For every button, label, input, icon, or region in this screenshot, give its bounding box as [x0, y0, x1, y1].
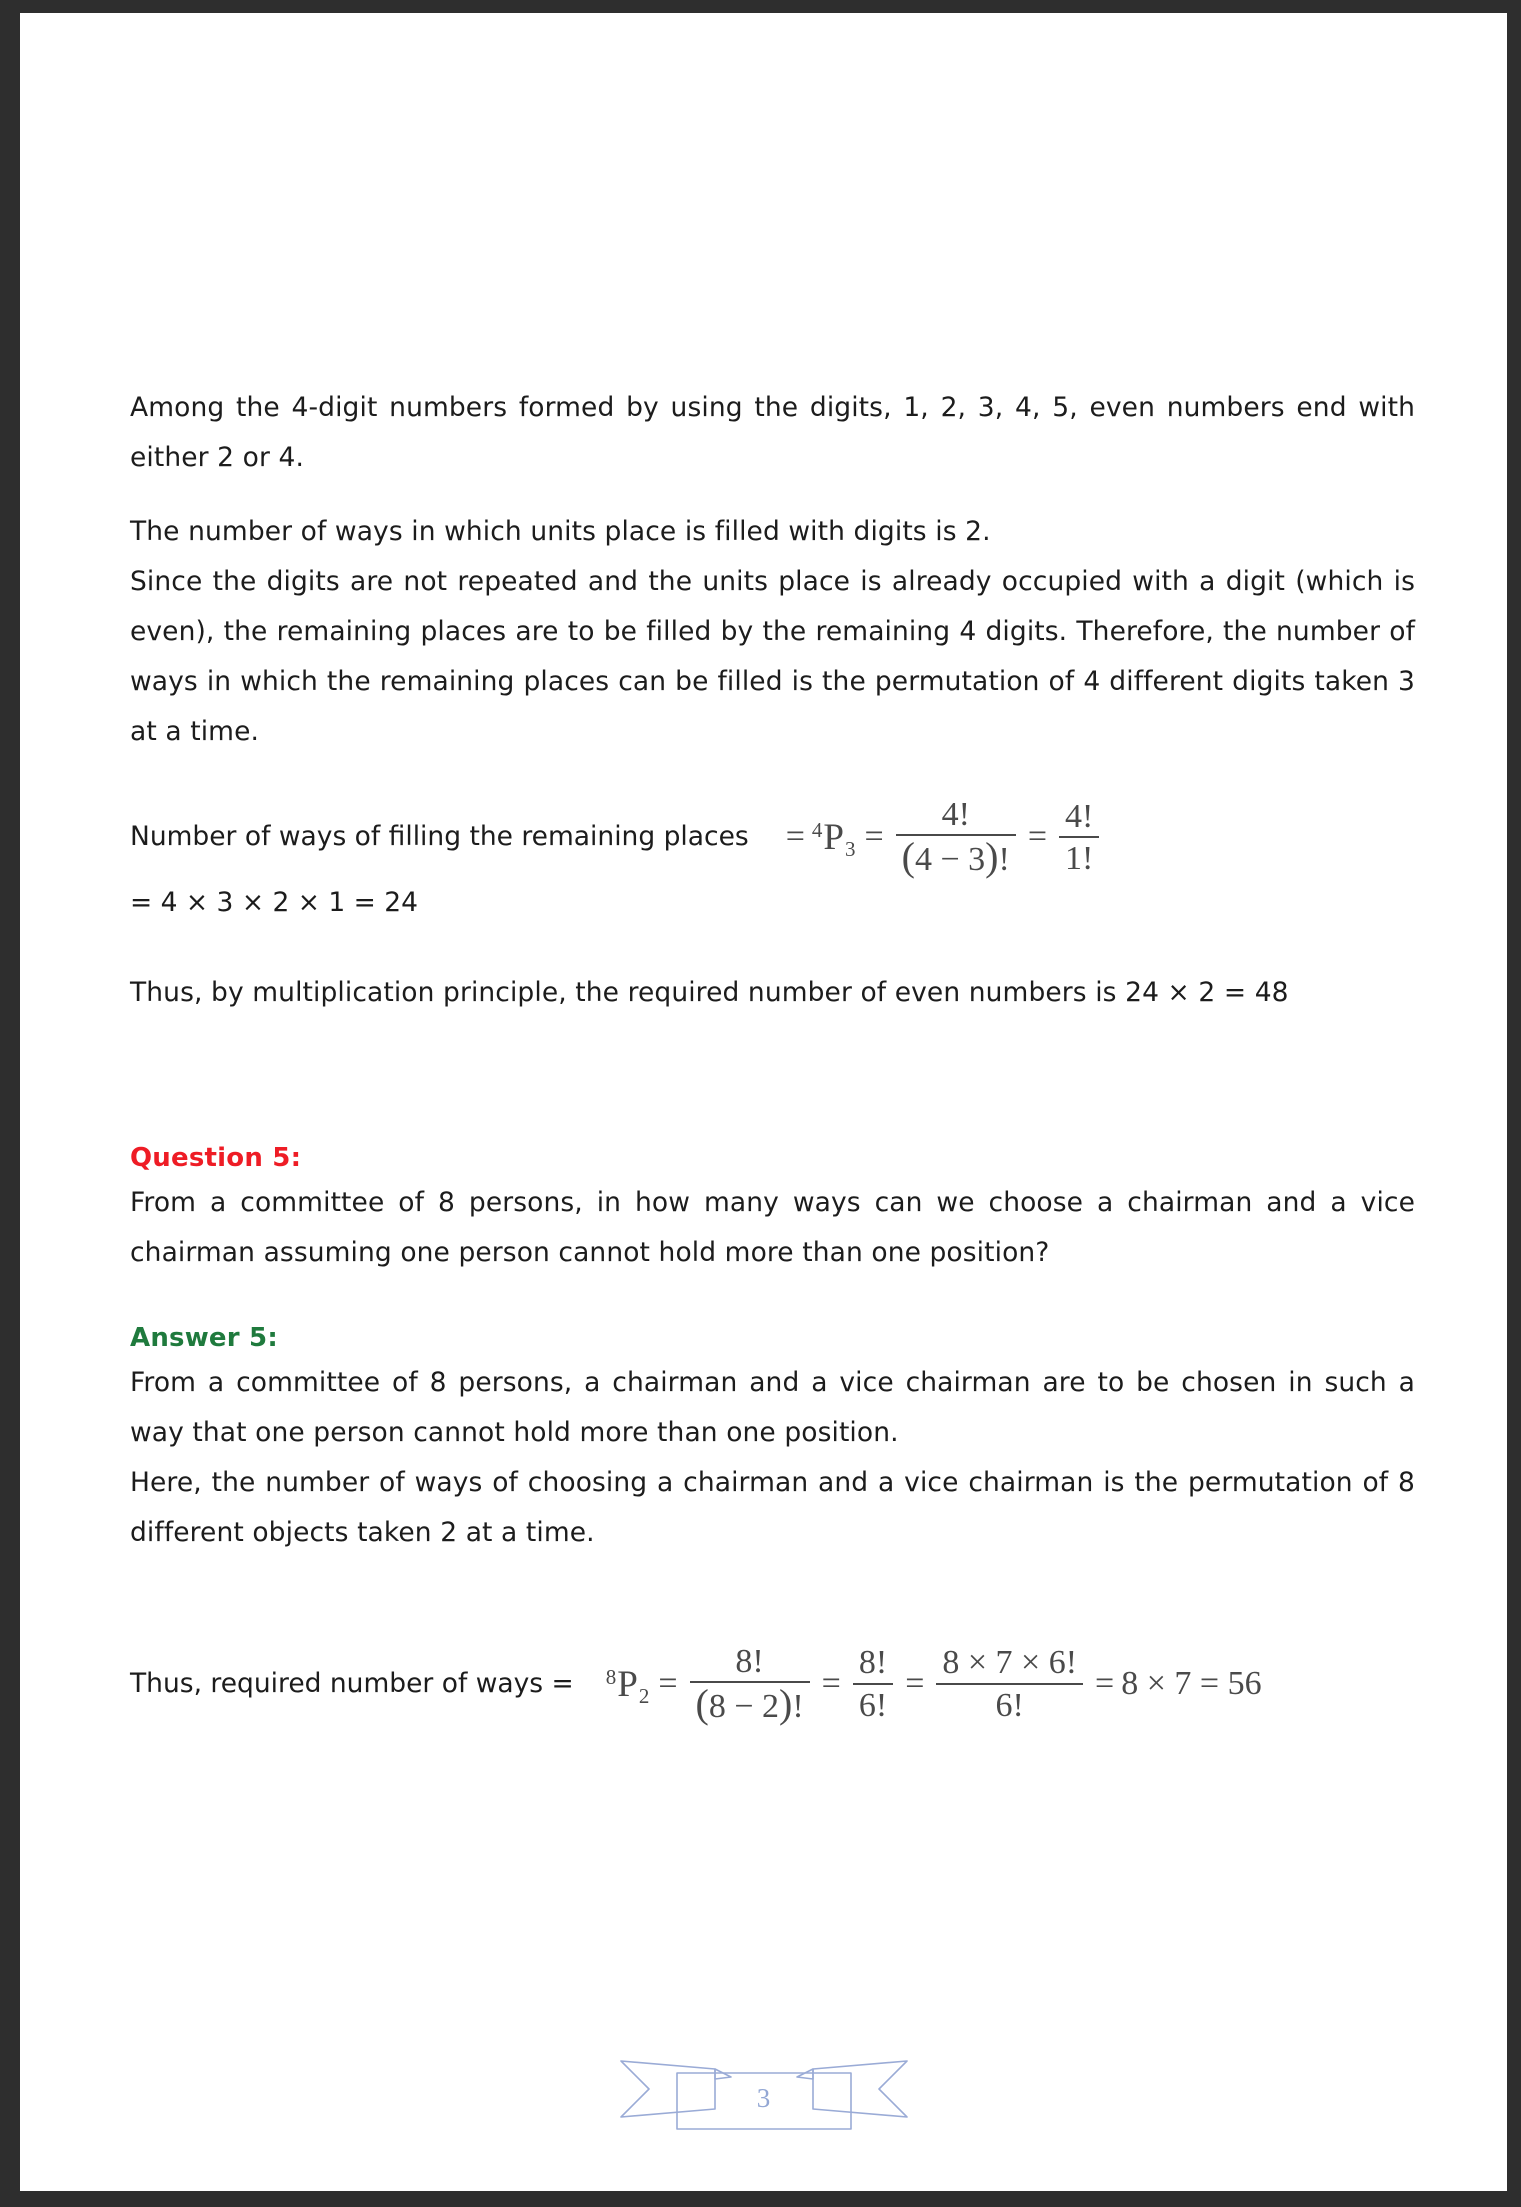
equation-1-row: [130, 797, 1415, 878]
spacer: [130, 483, 1415, 507]
eq2-frac1-den-factorial: !: [792, 1688, 804, 1726]
eq2-frac1-numerator: 8!: [735, 1642, 764, 1680]
eq2-equals-2: =: [821, 1665, 841, 1703]
eq2-frac1-close-paren: ): [779, 1681, 793, 1727]
paragraph-among-4-digit: Among the 4-digit numbers formed by using the digits, 1, 2, 3, 4, 5, even numbers end with either 2 or 4.: [130, 392, 1415, 473]
eq1-frac2-denominator: 1!: [1065, 839, 1094, 877]
eq2-frac3-denominator: 6!: [995, 1686, 1024, 1724]
eq2-permutation-symbol: [606, 1663, 650, 1706]
eq2-equals-1: =: [658, 1665, 678, 1703]
eq2-frac1-den-body: 8 − 2: [708, 1688, 780, 1726]
eq2-perm-superscript: 8: [605, 1664, 617, 1689]
eq1-fraction-2: [1059, 799, 1099, 877]
eq1-frac1-denominator: [896, 834, 1016, 880]
paragraph-units-place-ways: The number of ways in which units place is filled with digits is 2.: [130, 516, 991, 547]
spacer: [130, 1558, 1415, 1644]
eq2-frac2-numerator: 8!: [858, 1644, 888, 1682]
eq1-perm-subscript: 3: [844, 836, 856, 861]
answer-5-heading: Answer 5:: [130, 1322, 278, 1353]
eq2-frac2-denominator: 6!: [858, 1686, 888, 1724]
eq1-perm-superscript: 4: [811, 817, 823, 842]
answer-5-line-2: Here, the number of ways of choosing a chairman and a vice chairman is the permutation of 8 different objects taken 2 at a time.: [130, 1466, 1415, 1548]
equation-2-math: [606, 1644, 1262, 1725]
eq2-perm-subscript: 2: [638, 1683, 650, 1708]
eq1-permutation-symbol: [812, 816, 856, 859]
spacer: [130, 1018, 1415, 1138]
page-number-label: 3: [756, 2083, 771, 2113]
eq2-result: 8 × 7 = 56: [1121, 1665, 1262, 1703]
eq1-lead-equals: =: [785, 818, 805, 856]
equation-2-row: [130, 1644, 1415, 1725]
document-page: [20, 13, 1507, 2191]
answer-5-line-1: From a committee of 8 persons, a chairman and a vice chairman are to be chosen in such a way that one person cannot hold more than one position.: [130, 1366, 1415, 1448]
page-number-ribbon: [619, 2039, 909, 2131]
eq1-frac1-close-paren: ): [985, 834, 999, 880]
equation-1-math: [779, 797, 1105, 878]
eq2-frac1-denominator: [690, 1681, 810, 1727]
eq1-equals-1: =: [864, 818, 884, 856]
eq2-perm-base: P: [617, 1663, 638, 1705]
eq2-fraction-1: [690, 1644, 810, 1725]
eq1-equals-2: =: [1027, 818, 1048, 856]
paragraph-multiplication-principle: Thus, by multiplication principle, the required number of even numbers is 24 × 2 = 48: [130, 976, 1289, 1008]
spacer: [130, 928, 1415, 968]
eq1-frac1-numerator: 4!: [941, 796, 970, 833]
eq1-perm-base: P: [823, 816, 844, 858]
spacer: [130, 757, 1415, 797]
eq1-fraction-1: [896, 797, 1016, 878]
eq1-frac2-numerator: 4!: [1065, 797, 1094, 835]
question-5-text: From a committee of 8 persons, in how many ways can we choose a chairman and a vice chairman assuming one person cannot hold more than one position?: [130, 1186, 1415, 1268]
equation-1-second-line: = 4 × 3 × 2 × 1 = 24: [130, 886, 418, 918]
equation-1-label: Number of ways of filling the remaining places: [130, 821, 749, 853]
spacer: [130, 1278, 1415, 1318]
eq2-fraction-2: [853, 1645, 893, 1723]
eq1-frac1-den-factorial: !: [998, 841, 1010, 879]
eq2-frac3-numerator: 8 × 7 × 6!: [942, 1644, 1078, 1682]
question-5-heading: Question 5:: [130, 1142, 302, 1173]
eq2-equals-3: =: [905, 1665, 925, 1703]
eq1-frac1-den-body: 4 − 3: [914, 841, 986, 879]
equation-2-label: Thus, required number of ways =: [130, 1668, 574, 1700]
paragraph-digits-not-repeated: Since the digits are not repeated and the units place is already occupied with a digit (which is even), the remaining places are to be filled by the remaining 4 digits. Therefore, the number of ways in which the remaining places can be filled is the permutation of 4 different digits taken 3 at a time.: [130, 566, 1415, 747]
eq2-equals-4: =: [1095, 1665, 1115, 1703]
eq1-frac1-open-paren: (: [901, 834, 915, 880]
eq2-frac1-open-paren: (: [695, 1681, 709, 1727]
page-content: [130, 383, 1415, 1727]
eq2-fraction-3: [936, 1645, 1083, 1723]
